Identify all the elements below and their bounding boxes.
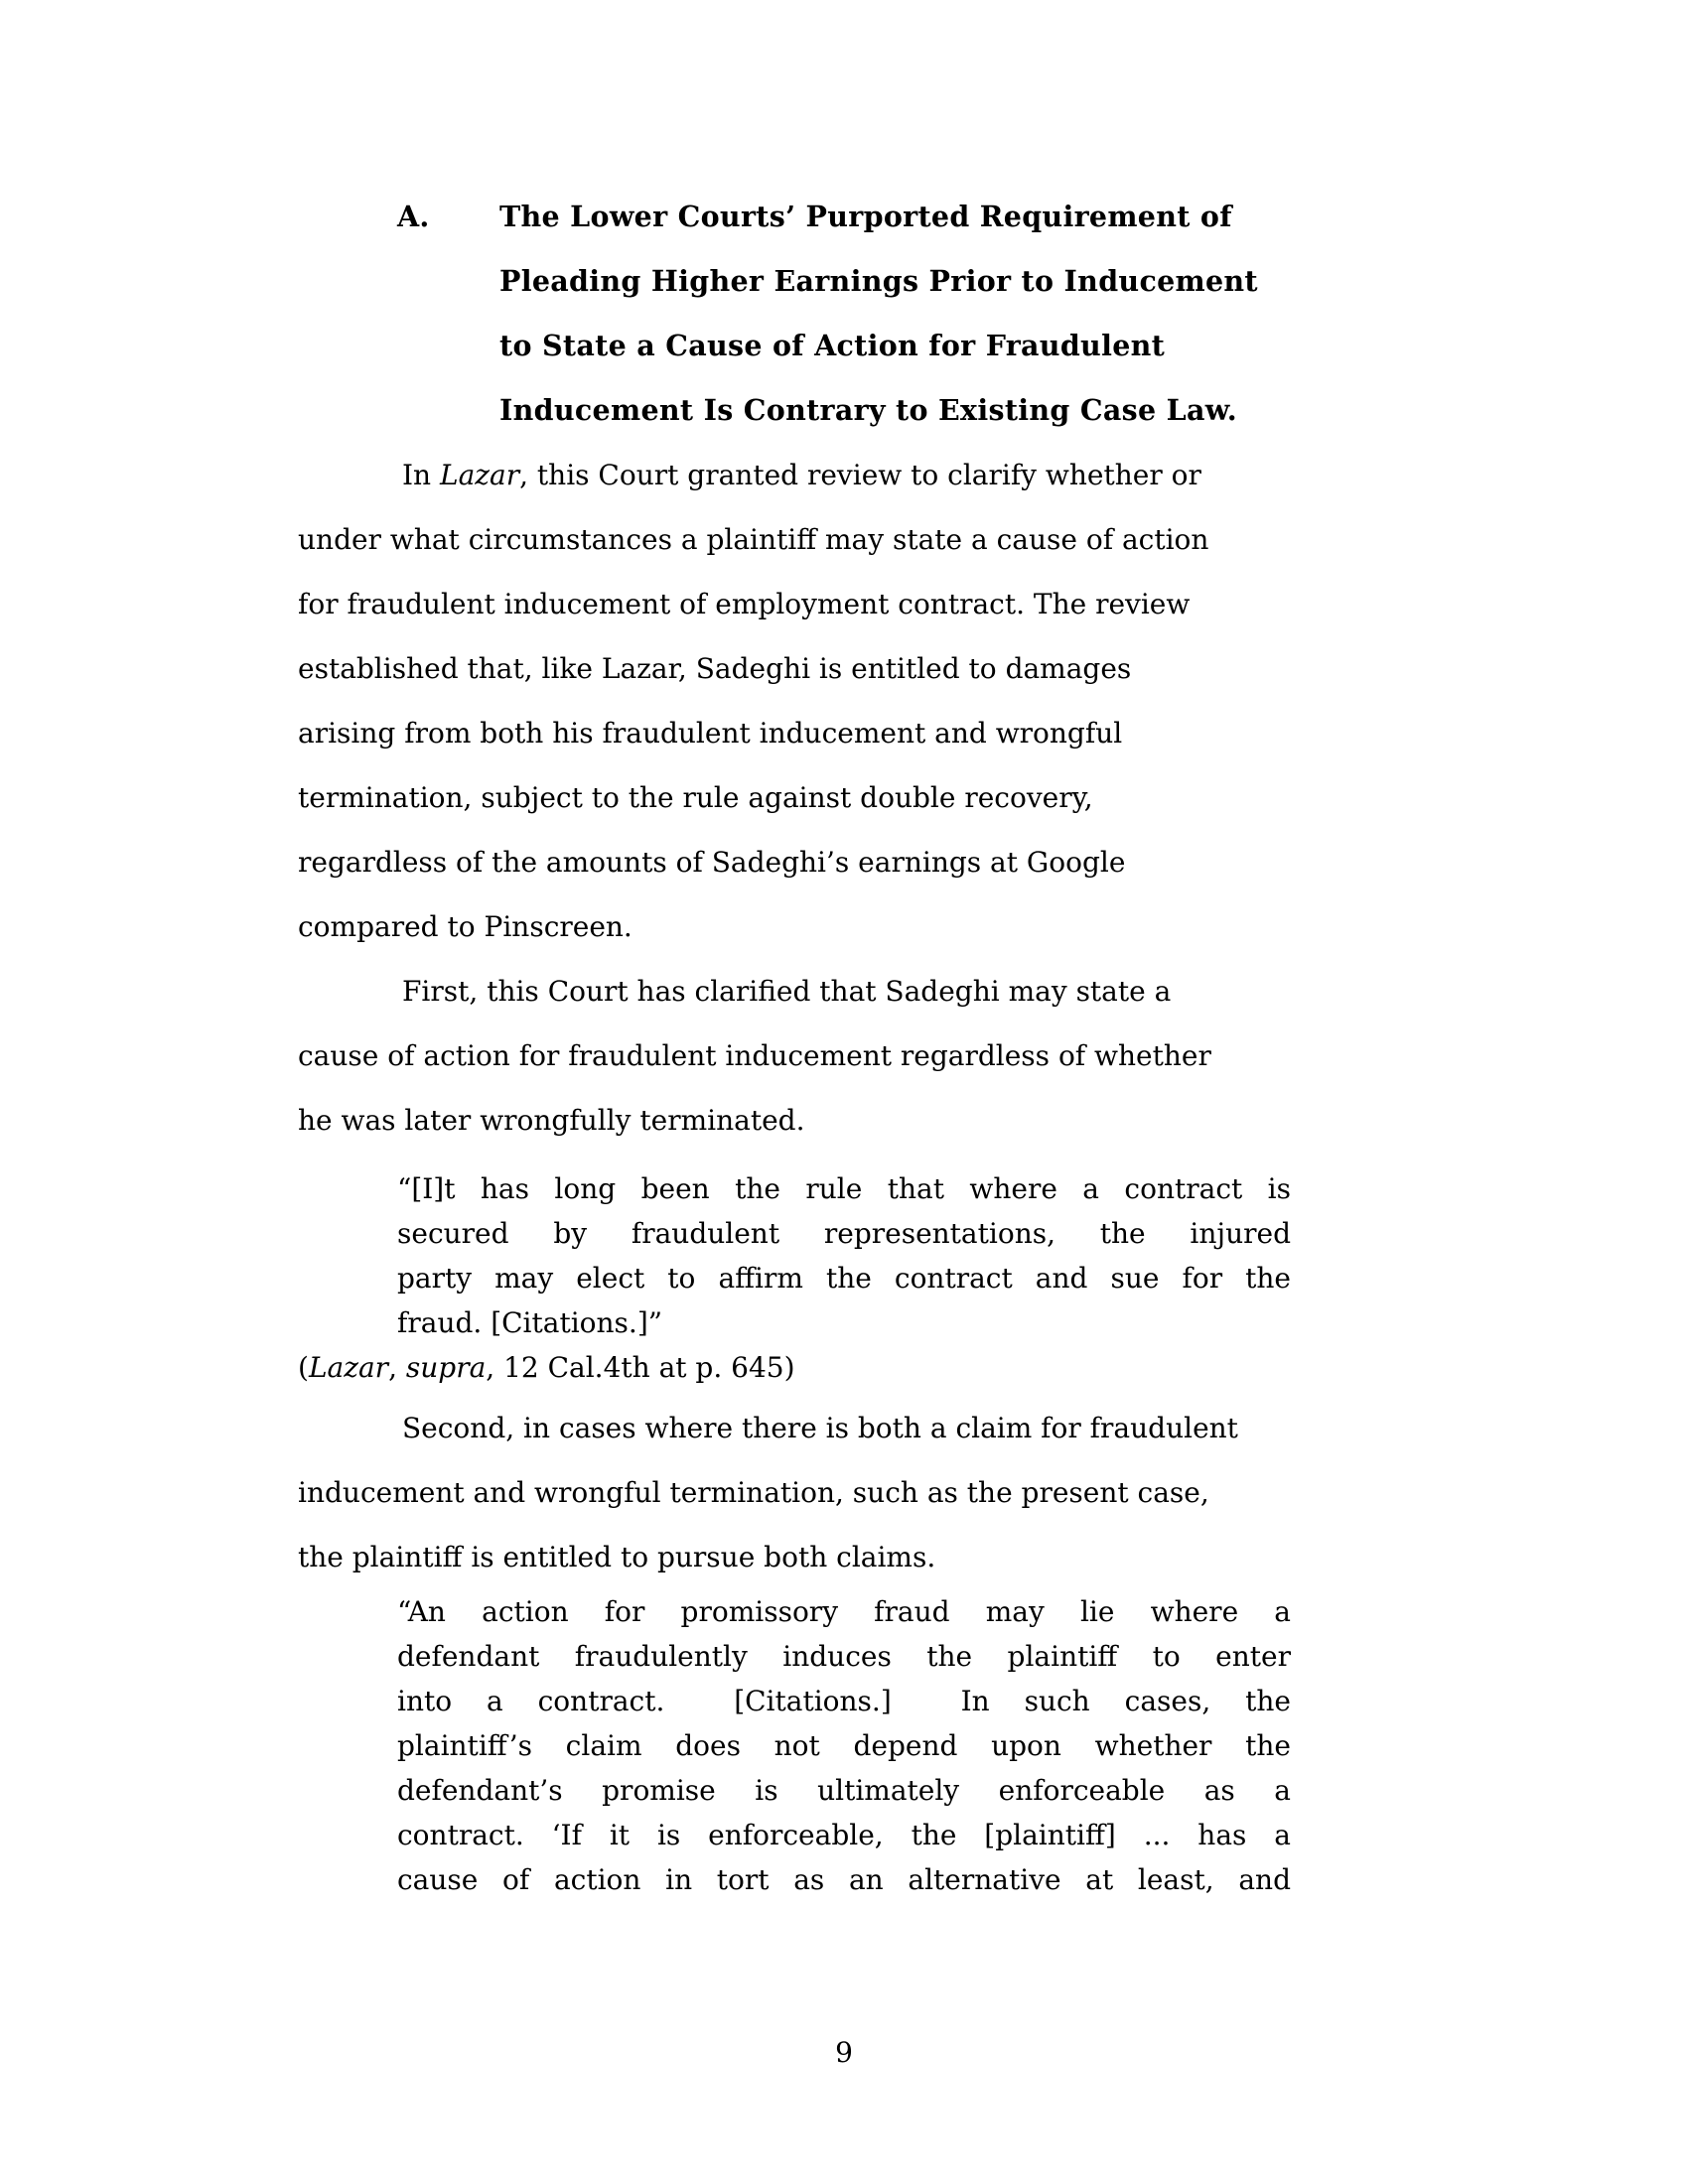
body-line: compared to Pinscreen. <box>298 910 633 943</box>
body-line: termination, subject to the rule against double recovery, <box>298 781 1093 814</box>
quote-line: defendant fraudulently induces the plaintiff to enter <box>397 1640 1291 1673</box>
case-name-italic: Lazar <box>440 459 520 491</box>
body-line: First, this Court has clarified that Sadeghi may state a <box>402 975 1172 1008</box>
quote-line: defendant’s promise is ultimately enforceable as a <box>397 1774 1291 1807</box>
body-line: cause of action for fraudulent inducement regardless of whether <box>298 1039 1211 1072</box>
body-line: he was later wrongfully terminated. <box>298 1104 805 1137</box>
body-text: In <box>402 459 440 491</box>
citation-line <box>298 1345 1400 1390</box>
body-line: for fraudulent inducement of employment contract. The review <box>298 588 1191 620</box>
body-line: established that, like Lazar, Sadeghi is entitled to damages <box>298 652 1132 685</box>
section-heading-line: to State a Cause of Action for Fraudulent <box>499 329 1166 362</box>
block-quote-2 <box>397 1589 1291 1902</box>
section-heading <box>298 185 1400 443</box>
section-heading-line: Inducement Is Contrary to Existing Case Law. <box>499 393 1237 427</box>
body-line: regardless of the amounts of Sadeghi’s earnings at Google <box>298 846 1126 879</box>
section-heading-line: Pleading Higher Earnings Prior to Inducement <box>499 264 1258 298</box>
block-quote-1 <box>397 1166 1291 1345</box>
quote-line: party may elect to affirm the contract and sue for the <box>397 1262 1291 1295</box>
case-name-italic: Lazar <box>308 1351 389 1384</box>
quote-line: contract. ‘If it is enforceable, the [plaintiff] ... has a <box>397 1819 1291 1851</box>
supra-italic: supra <box>405 1351 487 1384</box>
page-number: 9 <box>835 2036 853 2069</box>
section-heading-label: A. <box>397 200 430 233</box>
body-line: the plaintiff is entitled to pursue both claims. <box>298 1541 936 1573</box>
body-paragraph-1 <box>298 443 1400 959</box>
quote-line: “An action for promissory fraud may lie where a <box>397 1595 1291 1628</box>
quote-line: into a contract. [Citations.] In such cases, the <box>397 1685 1291 1717</box>
body-paragraph-2 <box>298 959 1400 1153</box>
body-text: , this Court granted review to clarify whether or <box>519 459 1201 491</box>
body-line: Second, in cases where there is both a claim for fraudulent <box>402 1412 1238 1444</box>
body-line: arising from both his fraudulent inducement and wrongful <box>298 717 1123 750</box>
body-line: under what circumstances a plaintiff may state a cause of action <box>298 523 1209 556</box>
quote-line: fraud. [Citations.]” <box>397 1306 663 1339</box>
quote-line: “[I]t has long been the rule that where a contract is <box>397 1172 1291 1205</box>
citation-text: , <box>388 1351 406 1384</box>
citation-text: , 12 Cal.4th at p. 645) <box>486 1351 795 1384</box>
quote-line: cause of action in tort as an alternative at least, and <box>397 1863 1291 1896</box>
quote-line: secured by fraudulent representations, the injured <box>397 1217 1291 1250</box>
section-heading-line: The Lower Courts’ Purported Requirement of <box>499 200 1232 233</box>
body-paragraph-3 <box>298 1396 1400 1589</box>
citation-text: ( <box>298 1351 309 1384</box>
quote-line: plaintiff’s claim does not depend upon whether the <box>397 1729 1291 1762</box>
body-line: inducement and wrongful termination, such as the present case, <box>298 1476 1209 1509</box>
body-line <box>298 443 1400 507</box>
